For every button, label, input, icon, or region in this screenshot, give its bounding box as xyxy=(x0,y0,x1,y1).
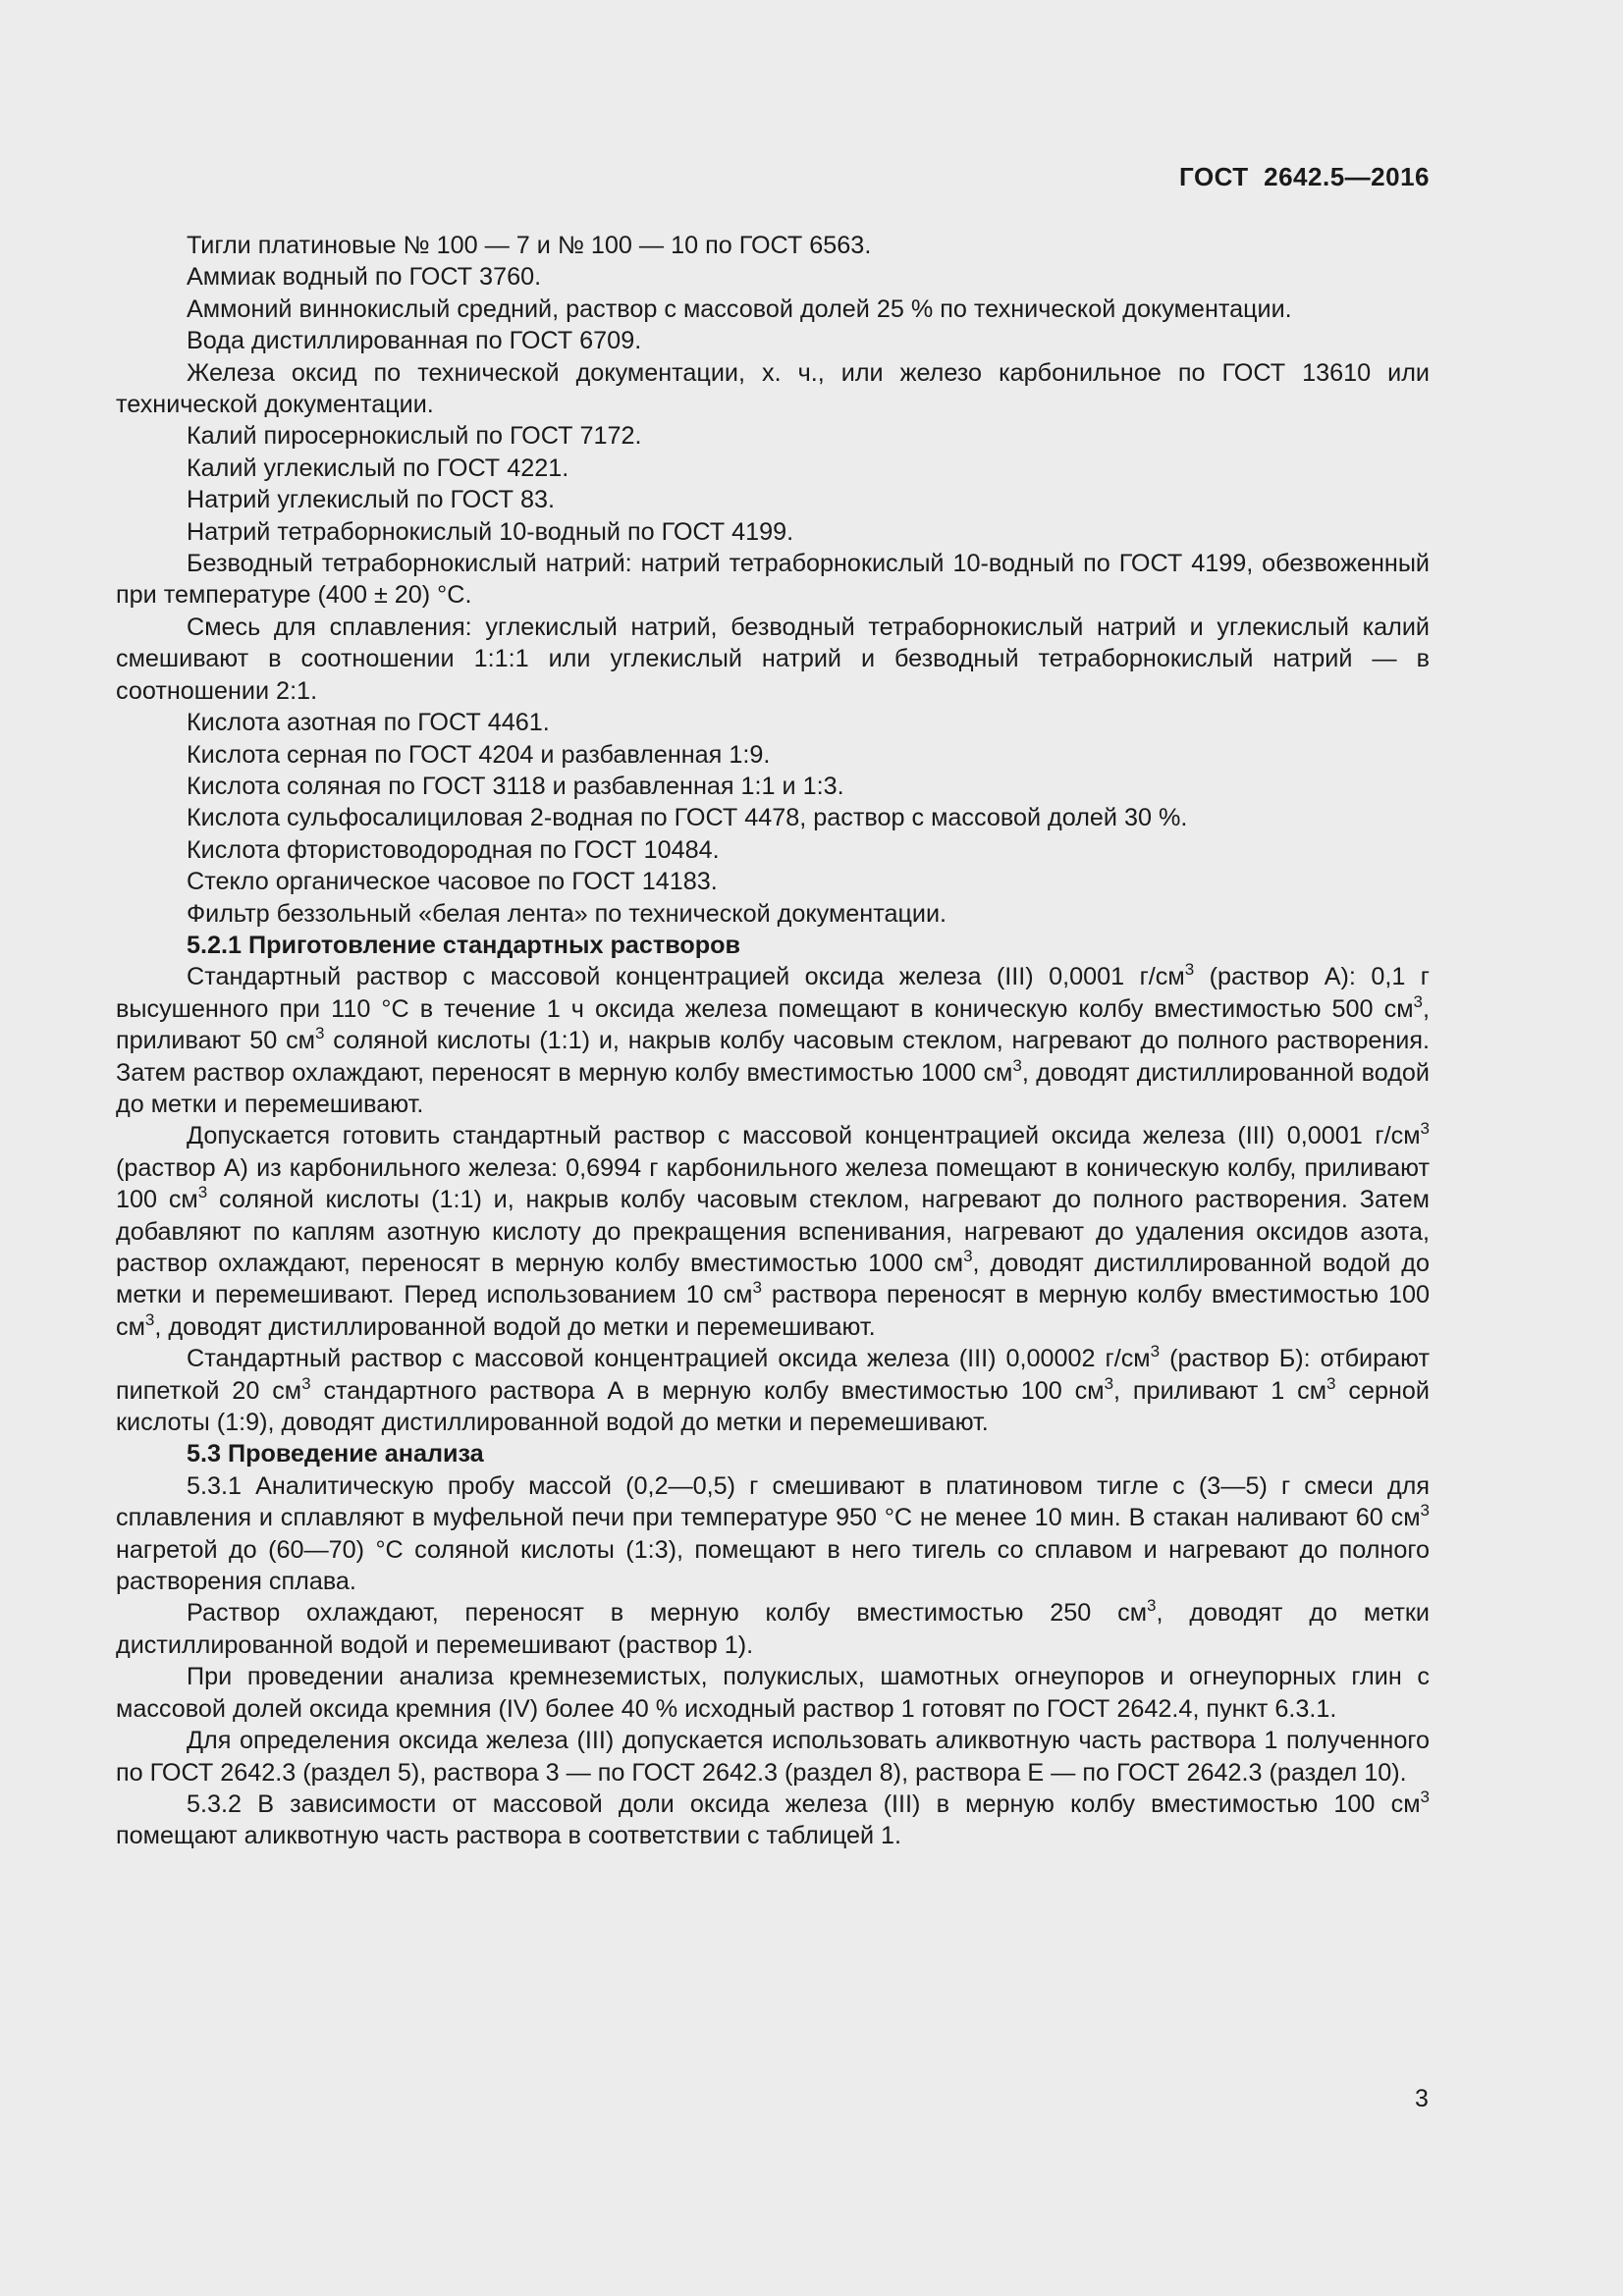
document-header: ГОСТ 2642.5—2016 xyxy=(1179,162,1430,191)
paragraph-standard-solution-a: Стандартный раствор с массовой концентрацией оксида железа (III) 0,0001 $г/см^3$ (раствор А): 0,1 г высушенного при 110 °С в течение 1 ч оксида железа помещают в коническую колбу вместимостью 500 $см^3$, приливают 50 $см^3$ соляной кислоты (1:1) и, накрыв колбу часовым стеклом, нагревают до полного растворения. Затем раствор охлаждают, переносят в мерную колбу вместимостью 1000 $см^3$, доводят дистиллированной водой до метки и перемешивают. xyxy=(116,960,1430,1118)
list-item: Кислота сульфосалициловая 2-водная по ГОСТ 4478, раствор с массовой долей 30 %. xyxy=(187,804,1188,832)
paragraph-5-3-2: 5.3.2 В зависимости от массовой доли оксида железа (III) в мерную колбу вместимостью 100 $см^3$ помещают аликвотную часть раствора в соответствии с таблицей 1. xyxy=(116,1787,1430,1850)
list-item: Вода дистиллированная по ГОСТ 6709. xyxy=(187,327,642,355)
list-item: Кислота соляная по ГОСТ 3118 и разбавленная 1:1 и 1:3. xyxy=(187,772,844,800)
paragraph-aliquot-part: Для определения оксида железа (III) допускается использовать аликвотную часть раствора 1 полученного по ГОСТ 2642.3 (раздел 5), раствора 3 — по ГОСТ 2642.3 (раздел 8), раствора Е — по ГОСТ 2642.3 (раздел 10). xyxy=(116,1727,1430,1787)
list-item: Железа оксид по технической документации, х. ч., или железо карбонильное по ГОСТ 13610 или технической документации. xyxy=(116,358,1430,419)
paragraph-silica-refractories: При проведении анализа кремнеземистых, полукислых, шамотных огнеупоров и огнеупорных глин с массовой долей оксида кремния (IV) более 40 % исходный раствор 1 готовят по ГОСТ 2642.4, пункт 6.3.1. xyxy=(116,1663,1430,1723)
list-item: Калий углекислый по ГОСТ 4221. xyxy=(187,454,569,482)
list-item: Кислота фтористоводородная по ГОСТ 10484. xyxy=(187,835,720,864)
list-item: Натрий углекислый по ГОСТ 83. xyxy=(187,486,556,514)
paragraph-carbonyl-iron: Допускается готовить стандартный раствор с массовой концентрацией оксида железа (III) 0,0001 $г/см^3$ (раствор А) из карбонильного железа: 0,6994 г карбонильного железа помещают в коническую колбу, приливают 100 $см^3$ соляной кислоты (1:1) и, накрыв колбу часовым стеклом, нагревают до полного растворения. Затем добавляют по каплям азотную кислоту до прекращения вспенивания, нагревают до удаления оксидов азота, раствор охлаждают, переносят в мерную колбу вместимостью 1000 $см^3$, доводят дистиллированной водой до метки и перемешивают. Перед использованием 10 $см^3$ раствора переносят в мерную колбу вместимостью 100 $см^3$, доводят дистиллированной водой до метки и перемешивают. xyxy=(116,1119,1430,1341)
section-heading-5-3: 5.3 Проведение анализа xyxy=(187,1440,484,1468)
list-item: Кислота серная по ГОСТ 4204 и разбавленная 1:9. xyxy=(187,740,771,769)
page-number: 3 xyxy=(1415,2085,1429,2112)
list-item: Аммоний виннокислый средний, раствор с массовой долей 25 % по технической документации. xyxy=(187,294,1292,323)
list-item: Безводный тетраборнокислый натрий: натрий тетраборнокислый 10-водный по ГОСТ 4199, обезвоженный при температуре (400 ± 20) °С. xyxy=(116,550,1430,610)
list-item: Фильтр беззольный «белая лента» по технической документации. xyxy=(187,899,947,928)
document-body xyxy=(116,230,1430,1852)
list-item: Смесь для сплавления: углекислый натрий, безводный тетраборнокислый натрий и углекислый калий смешивают в соотношении 1:1:1 или углекислый натрий и безводный тетраборнокислый натрий — в соотношении 2:1. xyxy=(116,613,1430,705)
list-item: Калий пиросернокислый по ГОСТ 7172. xyxy=(187,422,642,451)
list-item: Кислота азотная по ГОСТ 4461. xyxy=(187,709,550,737)
materials-list xyxy=(116,230,1430,930)
paragraph-5-3-1: 5.3.1 Аналитическую пробу массой (0,2—0,5) г смешивают в платиновом тигле с (3—5) г смеси для сплавления и сплавляют в муфельной печи при температуре 950 °С не менее 10 мин. В стакан наливают 60 $см^3$ нагретой до (60—70) °С соляной кислоты (1:3), помещают в него тигель со сплавом и нагревают до полного растворения сплава. xyxy=(116,1471,1430,1596)
list-item: Аммиак водный по ГОСТ 3760. xyxy=(187,263,542,292)
list-item: Натрий тетраборнокислый 10-водный по ГОСТ 4199. xyxy=(187,517,794,546)
section-heading-5-2-1: 5.2.1 Приготовление стандартных растворов xyxy=(187,931,741,959)
paragraph-standard-solution-b: Стандартный раствор с массовой концентрацией оксида железа (III) 0,00002 $г/см^3$ (раствор Б): отбирают пипеткой 20 $см^3$ стандартного раствора А в мерную колбу вместимостью 100 $см^3$, приливают 1 $см^3$ серной кислоты (1:9), доводят дистиллированной водой до метки и перемешивают. xyxy=(116,1342,1430,1437)
list-item: Тигли платиновые № 100 — 7 и № 100 — 10 по ГОСТ 6563. xyxy=(187,232,872,259)
paragraph-solution-1: Раствор охлаждают, переносят в мерную колбу вместимостью 250 $см^3$, доводят до метки дистиллированной водой и перемешивают (раствор 1). xyxy=(116,1596,1430,1659)
list-item: Стекло органическое часовое по ГОСТ 14183. xyxy=(187,868,718,896)
